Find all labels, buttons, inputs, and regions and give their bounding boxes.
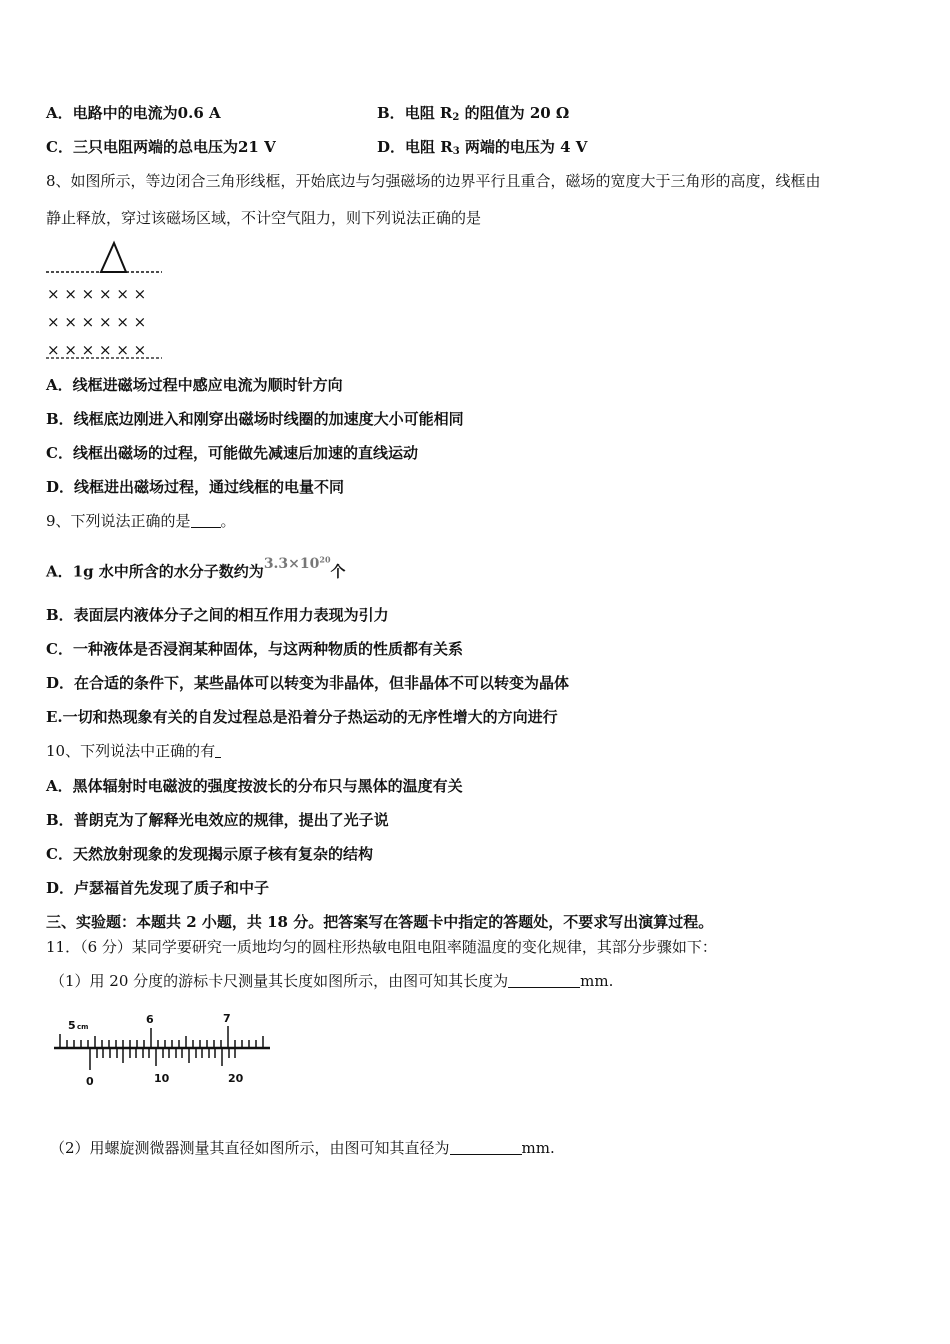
section-3-title: 三、实验题：本题共 2 小题，共 18 分。把答案写在答题卡中指定的答题处，不要求写出演算过程。 [46,913,714,931]
field-row-1: × × × × × × [47,285,147,303]
q7-option-b: B．电阻 $R_2$ 的阻值为 20 Ω [377,104,570,123]
q10-option-c: C．天然放射现象的发现揭示原子核有复杂的结构 [46,845,373,863]
q7-option-a: A．电路中的电流为0.6 A [46,104,221,122]
field-row-3: × × × × × × [47,341,147,359]
main-label-6: 6 [146,1013,154,1026]
vernier-caliper-figure [52,1008,274,1092]
q10-option-d: D．卢瑟福首先发现了质子和中子 [46,879,270,897]
answer-blank [191,513,221,528]
main-scale-ticks [60,1026,263,1048]
answer-blank-diameter [450,1140,522,1155]
q9-stem: 9、下列说法正确的是 。 [46,512,236,530]
q8-stem-line1: 8、如图所示，等边闭合三角形线框，开始底边与匀强磁场的边界平行且重合，磁场的宽度大于三角形的高度，线框由 [46,172,821,190]
q11-stem: 11．（6 分）某同学要研究一质地均匀的圆柱形热敏电阻电阻率随温度的变化规律，其部分步骤如下： [46,938,717,956]
q9-option-c: C．一种液体是否浸润某种固体，与这两种物质的性质都有关系 [46,640,463,658]
q8-stem-line2: 静止释放，穿过该磁场区域，不计空气阻力，则下列说法正确的是 [46,209,482,227]
vernier-label-0: 0 [86,1075,94,1088]
vernier-label-10: 10 [154,1072,170,1085]
q8-option-b: B．线框底边刚进入和刚穿出磁场时线圈的加速度大小可能相同 [46,410,464,428]
answer-blank-length [508,973,580,988]
q11-part1: （1）用 20 分度的游标卡尺测量其长度如图所示，由图可知其长度为 mm. [50,972,614,990]
vernier-scale-ticks [90,1048,235,1070]
q7-option-d: D．电阻 $R_3$ 两端的电压为 4 V [377,138,588,157]
scientific-notation: $3.3\times 10^{20}$ [263,554,331,572]
q9-option-d: D．在合适的条件下，某些晶体可以转变为非晶体，但非晶体不可以转变为晶体 [46,674,570,692]
q10-stem: 10、下列说法中正确的有 [46,741,221,761]
main-unit-cm: cm [77,1023,89,1031]
vernier-label-20: 20 [228,1072,244,1085]
triangle-magnetic-field-figure [44,238,166,362]
q11-part2: （2）用螺旋测微器测量其直径如图所示，由图可知其直径为 mm. [50,1139,555,1157]
q7-option-c: C．三只电阻两端的总电压为21 V [46,138,276,156]
q9-option-b: B．表面层内液体分子之间的相互作用力表现为引力 [46,606,389,624]
main-label-5: 5 [68,1019,76,1032]
q8-option-d: D．线框进出磁场过程，通过线框的电量不同 [46,478,345,496]
field-row-2: × × × × × × [47,313,147,331]
answer-blank [215,743,221,758]
q10-option-a: A．黑体辐射时电磁波的强度按波长的分布只与黑体的温度有关 [46,777,463,795]
main-label-7: 7 [223,1012,231,1025]
q9-option-a: A．1g 水中所含的水分子数约为$3.3\times 10^{20}$个 [46,554,346,581]
q9-option-e: E.一切和热现象有关的自发过程总是沿着分子热运动的无序性增大的方向进行 [46,708,558,726]
q10-option-b: B．普朗克为了解释光电效应的规律，提出了光子说 [46,811,389,829]
q8-option-a: A．线框进磁场过程中感应电流为顺时针方向 [46,376,343,394]
q8-option-c: C．线框出磁场的过程，可能做先减速后加速的直线运动 [46,444,418,462]
triangle-frame [101,243,126,272]
